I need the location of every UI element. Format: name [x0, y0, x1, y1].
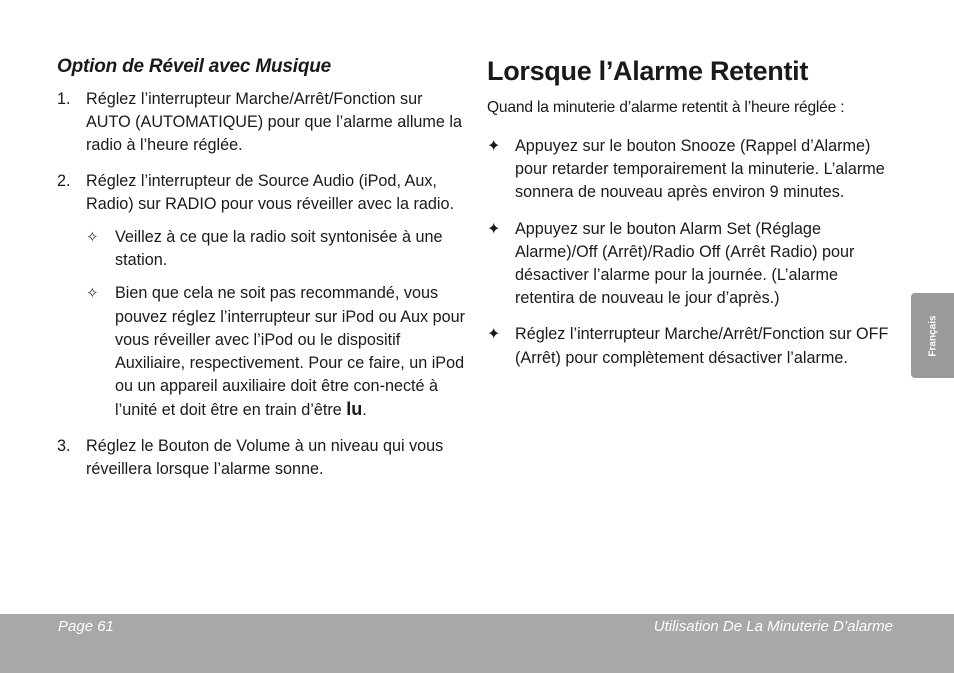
- step-number: 2.: [57, 171, 71, 190]
- steps-list: [57, 88, 469, 481]
- step-text: Réglez l’interrupteur de Source Audio (iPod, Aux, Radio) sur RADIO pour vous réveiller avec la radio.: [86, 171, 454, 213]
- sub-bullet-tail: .: [362, 401, 367, 420]
- language-tab: [911, 293, 954, 378]
- step-number: 3.: [57, 436, 71, 455]
- four-point-star-icon: ✦: [487, 220, 501, 238]
- footer-bar: [0, 614, 954, 673]
- sub-bullet-list: [86, 226, 469, 423]
- open-star-bullet-icon: ✧: [86, 285, 99, 303]
- step-number: 1.: [57, 90, 71, 108]
- bullet-text: Appuyez sur le bouton Snooze (Rappel d’Alarme) pour retarder temporairement la minuterie. L’alarme sonnera de nouveau après environ 9 minutes.: [515, 137, 885, 202]
- list-item-step-1: [57, 88, 469, 158]
- bold-word: lu: [346, 399, 363, 420]
- four-point-star-icon: ✦: [487, 138, 501, 155]
- sub-bullet-text: Bien que cela ne soit pas recommandé, vous pouvez réglez l’interrupteur sur iPod ou Aux pour vous réveiller avec l’iPod ou le dispositif Auxiliaire, respectivement. Pour ce faire, un iPod ou un appareil auxiliaire doit être con-necté à l’unité et doit être en train d’être: [115, 284, 466, 420]
- sub-bullet-text: Veillez à ce que la radio soit syntonisée à une station.: [115, 228, 443, 270]
- sub-bullet-item: [86, 282, 469, 422]
- list-item: [487, 135, 892, 205]
- bullet-text: Réglez l’interrupteur Marche/Arrêt/Fonction sur OFF (Arrêt) pour complètement désactiver l’alarme.: [515, 325, 889, 367]
- list-item: [487, 218, 892, 311]
- step-text: Réglez le Bouton de Volume à un niveau qui vous réveillera lorsque l’alarme sonne.: [86, 436, 444, 478]
- four-point-star-icon: ✦: [487, 326, 501, 344]
- language-tab-label: Français: [927, 314, 938, 357]
- page-title: Lorsque l’Alarme Retentit: [487, 56, 809, 86]
- sub-bullet-item: [86, 226, 469, 272]
- right-column: [487, 56, 892, 383]
- list-item-step-3: [57, 435, 469, 481]
- open-star-bullet-icon: ✧: [86, 229, 99, 247]
- bullet-list: [487, 135, 892, 370]
- list-item-step-2: [57, 170, 469, 423]
- step-text: Réglez l’interrupteur Marche/Arrêt/Fonction sur AUTO (AUTOMATIQUE) pour que l’alarme allume la radio à l’heure réglée.: [86, 90, 463, 155]
- page-number: Page 61: [58, 618, 114, 635]
- left-column: [57, 56, 469, 493]
- section-heading: Option de Réveil avec Musique: [57, 56, 331, 77]
- intro-text: Quand la minuterie d’alarme retentit à l’heure réglée :: [487, 99, 845, 116]
- bullet-text: Appuyez sur le bouton Alarm Set (Réglage Alarme)/Off (Arrêt)/Radio Off (Arrêt Radio) pour désactiver l’alarme pour la journée. (L’alarme retentira de nouveau le jour d’après.): [515, 219, 855, 308]
- list-item: [487, 323, 892, 369]
- footer-title: Utilisation De La Minuterie D’alarme: [653, 618, 893, 635]
